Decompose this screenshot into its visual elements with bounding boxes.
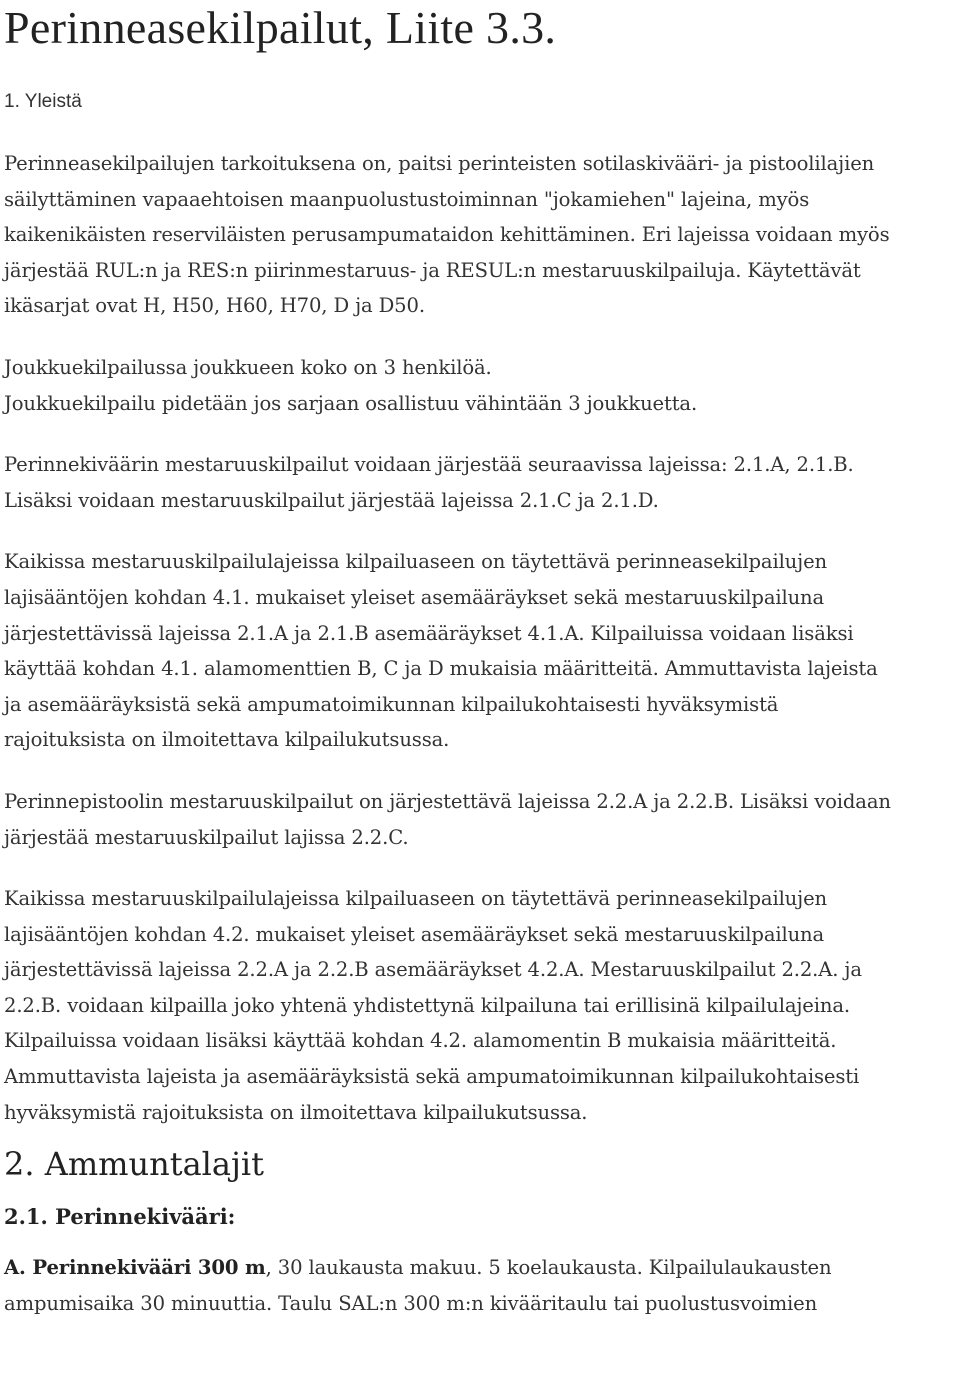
text-line: 2.2.B. voidaan kilpailla joko yhtenä yhdistettynä kilpailuna tai erillisinä kilpailulajeina. <box>4 993 850 1017</box>
text-line: Perinneasekilpailujen tarkoituksena on, paitsi perinteisten sotilaskivääri- ja pistoolilajien <box>4 152 875 175</box>
text-line: Kilpailuissa voidaan lisäksi käyttää kohdan 4.2. alamomentin B mukaisia määritteitä. <box>4 1029 837 1053</box>
paragraph-purpose <box>4 146 960 324</box>
text-line: ampumisaika 30 minuuttia. Taulu SAL:n 300 m:n kivääritaulu tai puolustusvoimien <box>4 1291 818 1315</box>
text-line: järjestää mestaruuskilpailut lajissa 2.2.C. <box>4 825 409 849</box>
paragraph-rifle-rules <box>4 544 960 758</box>
text-line: Ammuttavista lajeista ja asemääräyksistä sekä ampumatoimikunnan kilpailukohtaisesti <box>4 1065 860 1089</box>
subheading-perinnekivaari: 2.1. Perinnekivääri: <box>4 1204 236 1230</box>
text-line: Kaikissa mestaruuskilpailulajeissa kilpailuaseen on täytettävä perinneasekilpailujen <box>4 887 827 911</box>
paragraph-pistol-rules <box>4 881 960 1130</box>
text-line: Perinnepistoolin mestaruuskilpailut on järjestettävä lajeissa 2.2.A ja 2.2.B. Lisäksi voidaan <box>4 789 891 813</box>
section-label-yleista: 1. Yleistä <box>4 91 82 112</box>
text-line: Kaikissa mestaruuskilpailulajeissa kilpailuaseen on täytettävä perinneasekilpailujen <box>4 550 827 574</box>
paragraph-team-competition <box>4 350 960 421</box>
text-line: järjestettävissä lajeissa 2.2.A ja 2.2.B asemääräykset 4.2.A. Mestaruuskilpailut 2.2.A. ja <box>4 958 862 982</box>
item-a-label: A. Perinnekivääri 300 m <box>4 1256 266 1280</box>
text-line: Joukkuekilpailussa joukkueen koko on 3 henkilöä. <box>4 355 492 379</box>
text-line: hyväksymistä rajoituksista on ilmoitettava kilpailukutsussa. <box>4 1100 588 1124</box>
paragraph-pistol-championships <box>4 784 960 855</box>
text-line: järjestää RUL:n ja RES:n piirinmestaruus- ja RESUL:n mestaruuskilpailuja. Käytettävät <box>4 258 861 282</box>
text-line: ja asemääräyksistä sekä ampumatoimikunnan kilpailukohtaisesti hyväksymistä <box>4 692 779 716</box>
text-line <box>4 1250 960 1286</box>
page-title: Perinneasekilpailut, Liite 3.3. <box>4 2 557 53</box>
text-line: kaikenikäisten reserviläisten perusampumataidon kehittäminen. Eri lajeissa voidaan myös <box>4 223 890 247</box>
item-a-text: , 30 laukausta makuu. 5 koelaukausta. Kilpailulaukausten <box>265 1256 832 1280</box>
text-line: lajisääntöjen kohdan 4.2. mukaiset yleiset asemääräykset sekä mestaruuskilpailuna <box>4 922 825 946</box>
text-line: Lisäksi voidaan mestaruuskilpailut järjestää lajeissa 2.1.C ja 2.1.D. <box>4 488 659 512</box>
paragraph-rifle-championships <box>4 447 960 518</box>
text-line: käyttää kohdan 4.1. alamomenttien B, C ja D mukaisia määritteitä. Ammuttavista lajeista <box>4 657 878 681</box>
text-line: Perinnekiväärin mestaruuskilpailut voidaan järjestää seuraavissa lajeissa: 2.1.A, 2.1.B. <box>4 453 854 477</box>
text-line: lajisääntöjen kohdan 4.1. mukaiset yleiset asemääräykset sekä mestaruuskilpailuna <box>4 585 825 609</box>
text-line: säilyttäminen vapaaehtoisen maanpuolustustoiminnan "jokamiehen" lajeina, myös <box>4 187 810 211</box>
text-line: järjestettävissä lajeissa 2.1.A ja 2.1.B asemääräykset 4.1.A. Kilpailuissa voidaan lisäksi <box>4 621 854 645</box>
text-line: Joukkuekilpailu pidetään jos sarjaan osallistuu vähintään 3 joukkuetta. <box>4 391 698 415</box>
text-line: ikäsarjat ovat H, H50, H60, H70, D ja D50. <box>4 294 425 318</box>
section-heading-ammuntalajit: 2. Ammuntalajit <box>4 1145 264 1184</box>
paragraph-item-a <box>4 1250 960 1321</box>
text-line: rajoituksista on ilmoitettava kilpailukutsussa. <box>4 728 450 752</box>
